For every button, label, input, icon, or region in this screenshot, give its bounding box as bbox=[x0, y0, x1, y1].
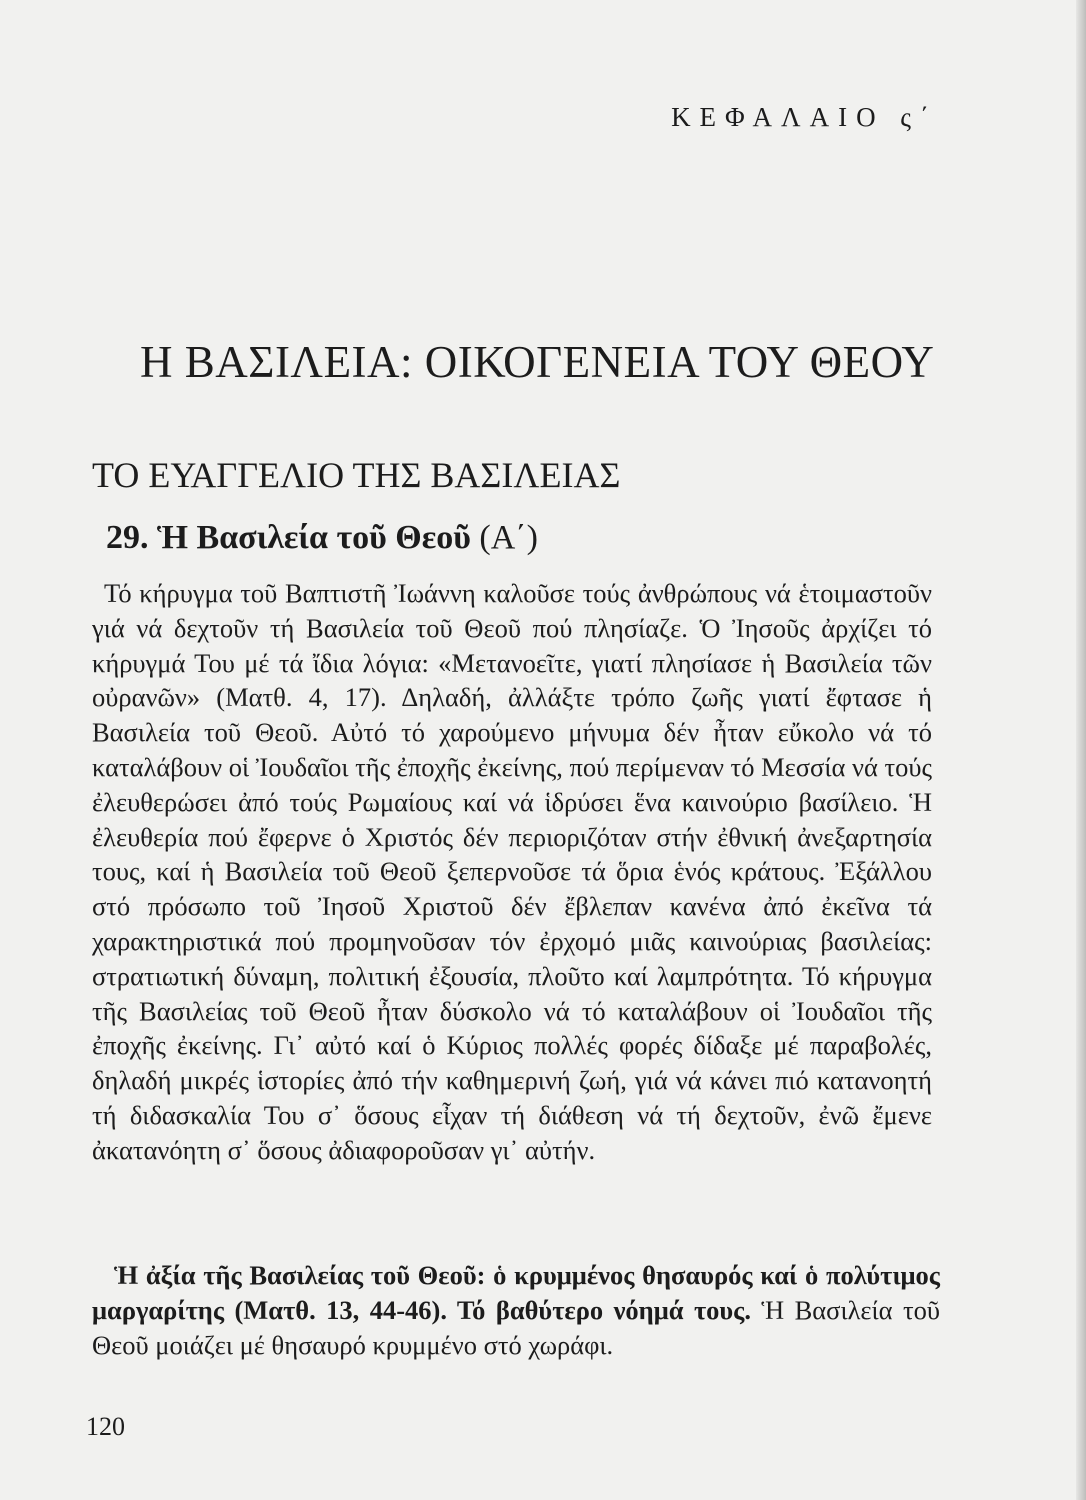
subsection-number: 29. bbox=[106, 519, 149, 556]
body-paragraph: Τό κήρυγμα τοῦ Βαπτιστῆ Ἰωάννη καλοῦσε τούς ἀνθρώπους νά ἑτοιμαστοῦν γιά νά δεχτοῦν τή Βασιλεία τοῦ Θεοῦ πού πλησίαζε. Ὁ Ἰησοῦς ἀρχίζει τό κήρυγμά Του μέ τά ἴδια λόγια: «Μετανοεῖτε, γιατί πλησίασε ἡ Βασιλεία τῶν οὐρανῶν» (Ματθ. 4, 17). Δηλαδή, ἀλλάξτε τρόπο ζωῆς γιατί ἔφτασε ἡ Βασιλεία τοῦ Θεοῦ. Αὐτό τό χαρούμενο μήνυμα δέν ἦταν εὔκολο νά τό καταλάβουν οἱ Ἰουδαῖοι τῆς ἐποχῆς ἐκείνης, πού περίμεναν τό Μεσσία νά τούς ἐλευθερώσει ἀπό τούς Ρωμαίους καί νά ἱδρύσει ἕνα καινούριο βασίλειο. Ἡ ἐλευθερία πού ἔφερνε ὁ Χριστός δέν περιοριζόταν στήν ἐθνική ἀνεξαρτησία τους, καί ἡ Βασιλεία τοῦ Θεοῦ ξεπερνοῦσε τά ὅρια ἑνός κράτους. Ἐξάλλου στό πρόσωπο τοῦ Ἰησοῦ Χριστοῦ δέν ἔβλεπαν κανένα ἀπό ἐκεῖνα τά χαρακτηριστικά πού προμηνοῦσαν τόν ἐρχομό μιᾶς καινούριας βασιλείας: στρατιωτική δύναμη, πολιτική ἐξουσία, πλοῦτο καί λαμπρότητα. Τό κήρυγμα τῆς Βασιλείας τοῦ Θεοῦ ἦταν δύσκολο νά τό καταλάβουν οἱ Ἰουδαῖοι τῆς ἐποχῆς ἐκείνης. Γι᾽ αὐτό καί ὁ Κύριος πολλές φορές δίδαξε μέ παραβολές, δηλαδή μικρές ἱστορίες ἀπό τήν καθημερινή ζωή, γιά νά κάνει πιό κατανοητή τή διδασκαλία Του σ᾽ ὅσους εἶχαν τή διάθεση νά τή δεχτοῦν, ἐνῶ ἔμενε ἀκατανόητη σ᾽ ὅσους ἀδιαφοροῦσαν γι᾽ αὐτήν. bbox=[92, 578, 932, 1165]
subsection-title: Ἡ Βασιλεία τοῦ Θεοῦ bbox=[157, 519, 471, 556]
subsection-part: (Α΄) bbox=[479, 519, 538, 556]
section-title: ΤΟ ΕΥΑΓΓΕΛΙΟ ΤΗΣ ΒΑΣΙΛΕΙΑΣ bbox=[92, 455, 621, 495]
chapter-label: ΚΕΦΑΛΑΙΟ ς΄ bbox=[671, 102, 938, 132]
subsection-heading bbox=[106, 519, 538, 557]
page-edge-shadow bbox=[1076, 0, 1086, 1500]
page-number: 120 bbox=[86, 1412, 125, 1441]
bold-paragraph-text: Ἡ Βασιλεία τοῦ Θεοῦ μοιάζει μέ θησαυρό κρυμμένο στό χωράφι. bbox=[92, 1295, 941, 1360]
bold-paragraph-lead: Ἡ ἀξία τῆς Βασιλείας τοῦ Θεοῦ: ὁ κρυμμένος θησαυρός καί ὁ πολύτιμος μαργαρίτης (Ματθ. 13, 44-46). Τό βαθύτερο νόημά τους. bbox=[92, 1260, 940, 1325]
chapter-title: Η ΒΑΣΙΛΕΙΑ: ΟΙΚΟΓΕΝΕΙΑ ΤΟΥ ΘΕΟΥ bbox=[140, 337, 935, 387]
bold-paragraph bbox=[92, 1258, 940, 1363]
